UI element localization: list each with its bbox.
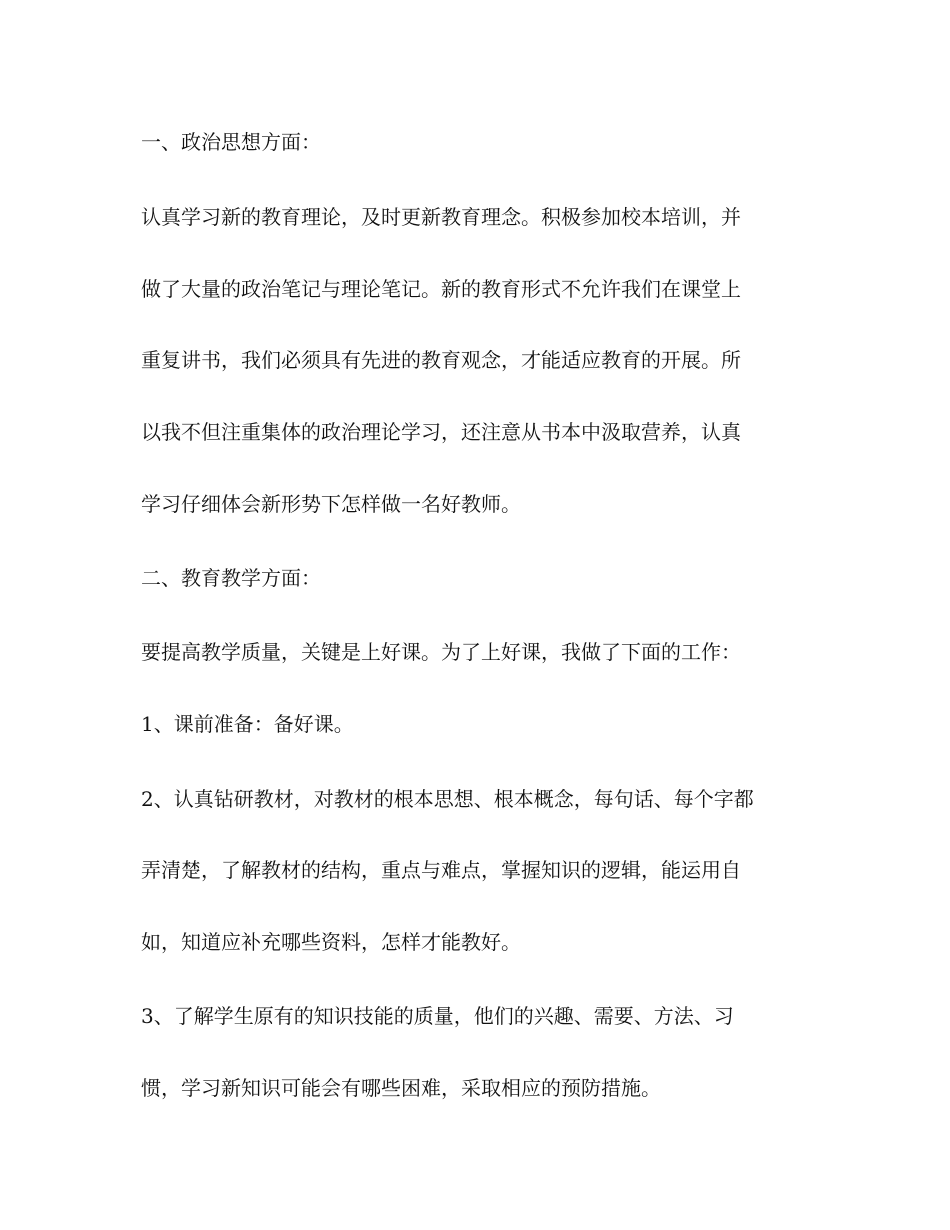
paragraph-line: 惯，学习新知识可能会有哪些困难，采取相应的预防措施。 xyxy=(141,1076,661,1100)
paragraph-line: 做了大量的政治笔记与理论笔记。新的教育形式不允许我们在课堂上 xyxy=(141,277,741,301)
paragraph-line: 学习仔细体会新形势下怎样做一名好教师。 xyxy=(141,492,521,516)
list-item: 3、了解学生原有的知识技能的质量，他们的兴趣、需要、方法、习 xyxy=(141,1004,734,1028)
list-item: 1、课前准备：备好课。 xyxy=(141,712,354,736)
paragraph-line: 弄清楚，了解教材的结构，重点与难点，掌握知识的逻辑，能运用自 xyxy=(141,858,741,882)
section-heading-political: 一、政治思想方面： xyxy=(141,130,321,154)
paragraph-line: 以我不但注重集体的政治理论学习，还注意从书本中汲取营养，认真 xyxy=(141,420,741,444)
section-heading-teaching: 二、教育教学方面： xyxy=(141,566,321,590)
list-item: 2、认真钻研教材，对教材的根本思想、根本概念，每句话、每个字都 xyxy=(141,787,754,811)
paragraph-line: 如，知道应补充哪些资料，怎样才能教好。 xyxy=(141,930,521,954)
paragraph-line: 要提高教学质量，关键是上好课。为了上好课，我做了下面的工作： xyxy=(141,640,741,664)
paragraph-line: 重复讲书，我们必须具有先进的教育观念，才能适应教育的开展。所 xyxy=(141,348,741,372)
paragraph-line: 认真学习新的教育理论，及时更新教育理念。积极参加校本培训，并 xyxy=(141,205,741,229)
